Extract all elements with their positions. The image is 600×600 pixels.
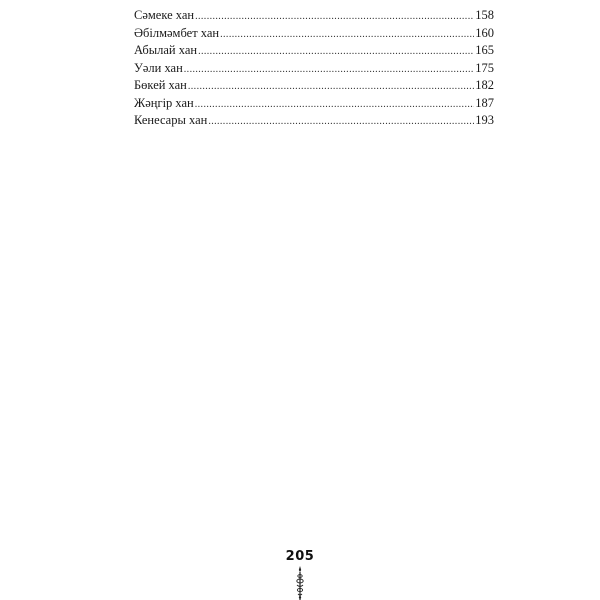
toc-entry-title: Бөкей хан — [134, 78, 187, 92]
toc-entry — [134, 112, 494, 130]
toc-entry — [134, 77, 494, 95]
toc-entry-page: 160 — [475, 25, 494, 40]
ornamental-spire-icon — [293, 566, 307, 600]
toc-entry-page: 158 — [475, 8, 494, 22]
dot-leader — [184, 61, 474, 79]
dot-leader — [195, 96, 475, 114]
toc-entry — [134, 7, 494, 25]
toc-entry-title: Әбілмәмбет хан — [134, 25, 220, 40]
toc-entry-title: Абылай хан — [134, 43, 198, 57]
dot-leader — [198, 43, 474, 61]
dot-leader — [208, 113, 474, 131]
toc-entry-title: Жәңгір хан — [134, 95, 194, 110]
toc-entry-page: 175 — [475, 60, 494, 75]
toc-entry — [134, 60, 494, 78]
toc-entry — [134, 95, 494, 113]
toc-entry-page: 187 — [475, 95, 494, 110]
toc-entry-page: 165 — [475, 43, 494, 57]
toc-entry — [134, 25, 494, 43]
dot-leader — [188, 78, 474, 96]
toc-entry-page: 182 — [475, 78, 494, 92]
page-number: 205 — [285, 549, 315, 564]
toc-entry — [134, 42, 494, 60]
dot-leader — [195, 8, 474, 26]
dot-leader — [220, 26, 474, 44]
toc-entry-title: Уәли хан — [134, 60, 183, 75]
table-of-contents — [134, 7, 494, 130]
toc-entry-title: Кенесары хан — [134, 113, 208, 127]
toc-entry-page: 193 — [475, 113, 494, 127]
toc-entry-title: Сәмеке хан — [134, 8, 195, 22]
